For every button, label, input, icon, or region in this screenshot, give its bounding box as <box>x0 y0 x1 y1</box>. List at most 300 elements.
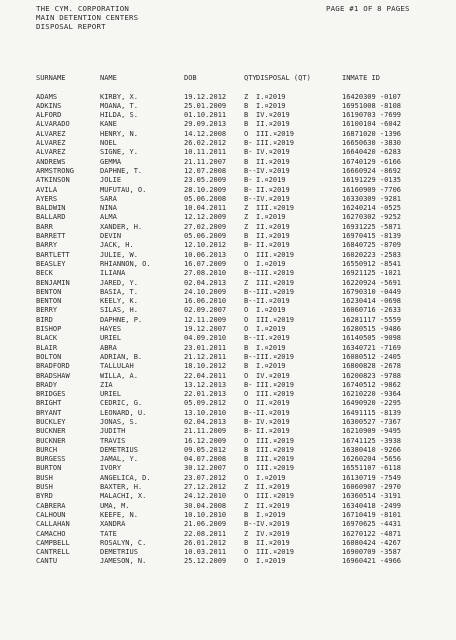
cell-inmate-id: 16740129 -6166 <box>342 157 402 166</box>
cell-qty: Z <box>244 501 249 510</box>
cell-qty: B <box>244 101 249 110</box>
cell-name: XANDER, H. <box>100 222 143 231</box>
cell-disposal: IV.¤2019 <box>256 111 290 120</box>
cell-inmate-id: 16970415 -8139 <box>342 232 402 241</box>
cell-name: UMA, M. <box>100 501 130 510</box>
cell-disposal: IV.¤2019 <box>256 194 290 203</box>
cell-qty: B <box>244 362 249 371</box>
table-row <box>36 427 402 436</box>
table-row <box>36 92 402 102</box>
table-row <box>36 334 402 343</box>
cell-dob: 23.07.2012 <box>184 473 227 482</box>
table-row <box>36 343 402 353</box>
cell-disposal: III.¤2019 <box>256 250 294 259</box>
cell-qty: Z <box>244 204 249 213</box>
cell-inmate-id: 16260204 -5656 <box>342 455 402 464</box>
cell-disposal: II.¤2019 <box>256 408 290 417</box>
cell-name: MOANA, T. <box>100 101 138 110</box>
cell-disposal: I.¤2019 <box>256 92 286 101</box>
cell-inmate-id: 16550912 -8541 <box>342 259 402 268</box>
table-row <box>36 213 402 222</box>
table-row <box>36 111 402 120</box>
cell-surname: CAMACHO <box>36 529 66 538</box>
cell-name: DEVIN <box>100 232 122 241</box>
cell-inmate-id: 16900709 -3587 <box>342 548 402 557</box>
cell-dob: 28.10.2009 <box>184 185 227 194</box>
cell-qty: B-- <box>244 194 257 203</box>
cell-disposal: I.¤2019 <box>256 101 286 110</box>
table-row <box>36 529 402 539</box>
cell-inmate-id: 16840725 -8709 <box>342 241 402 250</box>
cell-disposal: III.¤2019 <box>256 464 294 473</box>
cell-dob: 18.10.2012 <box>184 362 227 371</box>
table-row <box>36 362 402 371</box>
cell-name: KEEFE, N. <box>100 510 138 519</box>
cell-inmate-id: 16210909 -9495 <box>342 427 402 436</box>
cell-dob: 10.06.2013 <box>184 250 227 259</box>
cell-inmate-id: 16270122 -4871 <box>342 529 402 538</box>
cell-disposal: III.¤2019 <box>256 129 294 138</box>
cell-inmate-id: 16060716 -2633 <box>342 306 402 315</box>
cell-dob: 26.01.2012 <box>184 538 227 547</box>
cell-inmate-id: 16790310 -0449 <box>342 287 402 296</box>
cell-disposal: I.¤2019 <box>256 473 286 482</box>
table-row <box>36 325 402 334</box>
cell-qty: B <box>244 120 249 129</box>
table-row <box>36 352 402 362</box>
cell-name: BASIA, T. <box>100 287 138 296</box>
cell-disposal: III.¤2019 <box>256 390 294 399</box>
cell-name: KIRBY, X. <box>100 92 138 101</box>
table-row <box>36 455 402 464</box>
cell-disposal: IV.¤2019 <box>256 148 290 157</box>
cell-inmate-id: 16551107 -6118 <box>342 464 402 473</box>
cell-disposal: II.¤2019 <box>256 399 290 408</box>
cell-disposal: I.¤2019 <box>256 510 286 519</box>
cell-disposal: IV.¤2019 <box>256 520 290 529</box>
cell-surname: BOLTON <box>36 352 62 361</box>
cell-inmate-id: 16490920 -2295 <box>342 399 402 408</box>
report-title: DISPOSAL REPORT <box>36 22 106 31</box>
cell-name: KANE <box>100 120 117 129</box>
cell-inmate-id: 16871020 -1396 <box>342 129 402 138</box>
table-header-row <box>36 74 380 83</box>
cell-inmate-id: 16020223 -2583 <box>342 250 402 259</box>
cell-qty: O <box>244 399 249 408</box>
cell-inmate-id: 16140505 -9098 <box>342 334 402 343</box>
cell-surname: BRADFORD <box>36 362 70 371</box>
cell-surname: ALVAREZ <box>36 139 66 148</box>
cell-qty: B- <box>244 241 253 250</box>
cell-name: ILIANA <box>100 269 126 278</box>
cell-disposal: II.¤2019 <box>256 501 290 510</box>
cell-surname: BUSH <box>36 473 53 482</box>
cell-qty: B- <box>244 148 253 157</box>
cell-name: ROSALYN, C. <box>100 538 147 547</box>
cell-dob: 30.12.2007 <box>184 464 227 473</box>
table-row <box>36 129 402 139</box>
cell-inmate-id: 16281117 -5559 <box>342 315 402 324</box>
table-row <box>36 520 402 529</box>
cell-disposal: III.¤2019 <box>256 287 294 296</box>
cell-disposal: I.¤2019 <box>256 213 286 222</box>
cell-qty: O <box>244 129 249 138</box>
cell-dob: 27.12.2012 <box>184 483 227 492</box>
cell-disposal: III.¤2019 <box>256 445 294 454</box>
cell-qty: O <box>244 436 249 445</box>
table-row <box>36 492 402 501</box>
col-header-qty: QTY <box>244 74 257 82</box>
col-header-inmate-id: INMATE ID <box>342 74 380 82</box>
cell-inmate-id: 16130719 -7549 <box>342 473 402 482</box>
header-spacer <box>36 83 61 92</box>
cell-qty: Z <box>244 92 249 101</box>
cell-disposal: II.¤2019 <box>256 157 290 166</box>
cell-qty: O <box>244 315 249 324</box>
cell-disposal: III.¤2019 <box>256 548 294 557</box>
table-row <box>36 250 402 260</box>
cell-inmate-id: 16060907 -2970 <box>342 483 402 492</box>
cell-dob: 24.10.2009 <box>184 287 227 296</box>
cell-qty: B-- <box>244 352 257 361</box>
cell-qty: O <box>244 492 249 501</box>
table-row <box>36 380 402 390</box>
cell-inmate-id: 16650630 -3830 <box>342 139 402 148</box>
cell-qty: B-- <box>244 166 257 175</box>
cell-surname: BARR <box>36 222 53 231</box>
cell-dob: 01.10.2011 <box>184 111 227 120</box>
cell-name: JAMAL, Y. <box>100 455 138 464</box>
cell-dob: 13.10.2010 <box>184 408 227 417</box>
cell-qty: O <box>244 259 249 268</box>
cell-name: DEMETRIUS <box>100 445 138 454</box>
cell-disposal: II.¤2019 <box>256 538 290 547</box>
cell-surname: BEASLEY <box>36 259 66 268</box>
cell-disposal: I.¤2019 <box>256 557 286 566</box>
cell-surname: ALVAREZ <box>36 148 66 157</box>
cell-name: ZIA <box>100 380 113 389</box>
cell-surname: BARRETT <box>36 232 66 241</box>
cell-dob: 10.03.2011 <box>184 548 227 557</box>
table-row <box>36 557 402 566</box>
cell-dob: 05.06.2009 <box>184 232 227 241</box>
cell-surname: BLACK <box>36 334 58 343</box>
cell-surname: BIRD <box>36 315 53 324</box>
cell-name: JUDITH <box>100 427 126 436</box>
table-row <box>36 185 402 195</box>
cell-qty: O <box>244 371 249 380</box>
cell-qty: B <box>244 538 249 547</box>
cell-dob: 26.02.2012 <box>184 139 227 148</box>
cell-surname: ANDREWS <box>36 157 66 166</box>
cell-dob: 23.01.2011 <box>184 343 227 352</box>
cell-dob: 05.06.2008 <box>184 194 227 203</box>
cell-surname: BRADY <box>36 380 58 389</box>
cell-surname: BYRD <box>36 492 53 501</box>
cell-inmate-id: 16710419 -8101 <box>342 510 402 519</box>
cell-surname: ALVAREZ <box>36 129 66 138</box>
col-header-name: NAME <box>100 74 117 82</box>
cell-qty: Z <box>244 483 249 492</box>
cell-surname: BALLARD <box>36 213 66 222</box>
table-row <box>36 501 402 511</box>
cell-qty: O <box>244 464 249 473</box>
cell-name: SARA <box>100 194 117 203</box>
cell-surname: CABRERA <box>36 501 66 510</box>
cell-name: GEMMA <box>100 157 122 166</box>
cell-qty: O <box>244 325 249 334</box>
cell-qty: O <box>244 557 249 566</box>
cell-qty: B <box>244 111 249 120</box>
cell-disposal: I.¤2019 <box>256 306 286 315</box>
cell-inmate-id: 16330309 -9281 <box>342 194 402 203</box>
cell-inmate-id: 16100104 -6042 <box>342 120 402 129</box>
table-row <box>36 473 402 483</box>
table-row <box>36 166 402 176</box>
cell-qty: O <box>244 306 249 315</box>
cell-disposal: II.¤2019 <box>256 334 290 343</box>
cell-surname: CANTU <box>36 557 58 566</box>
cell-qty: B-- <box>244 297 257 306</box>
cell-disposal: I.¤2019 <box>256 362 286 371</box>
cell-name: ALMA <box>100 213 117 222</box>
table-row <box>36 510 402 520</box>
cell-name: ANGELICA, D. <box>100 473 151 482</box>
cell-qty: Z <box>244 222 249 231</box>
cell-disposal: III.¤2019 <box>256 139 294 148</box>
table-row <box>36 204 402 213</box>
cell-inmate-id: 16300527 -7367 <box>342 417 402 426</box>
cell-surname: BURCH <box>36 445 58 454</box>
cell-inmate-id: 16191229 -0135 <box>342 176 402 185</box>
cell-dob: 16.07.2009 <box>184 259 227 268</box>
cell-inmate-id: 16931225 -5871 <box>342 222 402 231</box>
cell-surname: BUCKNER <box>36 436 66 445</box>
cell-inmate-id: 16080424 -4267 <box>342 538 402 547</box>
cell-name: WILLA, A. <box>100 371 138 380</box>
cell-inmate-id: 16080512 -2405 <box>342 352 402 361</box>
cell-disposal: II.¤2019 <box>256 185 290 194</box>
cell-name: ADRIAN, B. <box>100 352 143 361</box>
table-row <box>36 241 402 250</box>
table-row <box>36 176 402 185</box>
page-number: PAGE #1 OF 8 PAGES <box>326 4 410 13</box>
company-name: THE CYM. CORPORATION <box>36 4 129 13</box>
cell-qty: O <box>244 473 249 482</box>
table-row <box>36 287 402 297</box>
cell-dob: 22.08.2011 <box>184 529 227 538</box>
cell-dob: 24.12.2010 <box>184 492 227 501</box>
cell-disposal: IV.¤2019 <box>256 529 290 538</box>
table-row <box>36 548 402 557</box>
cell-name: NINA <box>100 204 117 213</box>
cell-dob: 05.09.2012 <box>184 399 227 408</box>
cell-qty: B <box>244 232 249 241</box>
cell-surname: BECK <box>36 269 53 278</box>
cell-qty: B <box>244 157 249 166</box>
table-row <box>36 399 402 408</box>
table-row <box>36 371 402 381</box>
cell-inmate-id: 16660924 -8692 <box>342 166 402 175</box>
cell-name: HILDA, S. <box>100 111 138 120</box>
cell-inmate-id: 16741125 -3938 <box>342 436 402 445</box>
cell-name: JOLIE <box>100 176 122 185</box>
cell-dob: 19.12.2012 <box>184 92 227 101</box>
cell-dob: 04.09.2010 <box>184 334 227 343</box>
cell-surname: BRYANT <box>36 408 62 417</box>
cell-qty: B- <box>244 185 253 194</box>
cell-surname: CALLAHAN <box>36 520 70 529</box>
cell-name: SILAS, H. <box>100 306 138 315</box>
cell-surname: BRIGHT <box>36 399 62 408</box>
table-row <box>36 297 402 306</box>
cell-dob: 16.12.2009 <box>184 436 227 445</box>
cell-qty: B- <box>244 427 253 436</box>
table-row <box>36 445 402 455</box>
cell-qty: Z <box>244 213 249 222</box>
cell-disposal: IV.¤2019 <box>256 166 290 175</box>
table-row <box>36 148 402 157</box>
cell-inmate-id: 16200823 -9788 <box>342 371 402 380</box>
cell-qty: O <box>244 390 249 399</box>
cell-disposal: III.¤2019 <box>256 436 294 445</box>
cell-dob: 10.04.2011 <box>184 204 227 213</box>
cell-dob: 12.07.2008 <box>184 166 227 175</box>
cell-inmate-id: 16340721 -7169 <box>342 343 402 352</box>
cell-disposal: IV.¤2019 <box>256 371 290 380</box>
cell-name: BAXTER, H. <box>100 483 143 492</box>
col-header-disposal: DISPOSAL (QT) <box>256 74 311 82</box>
cell-disposal: I.¤2019 <box>256 343 286 352</box>
cell-dob: 27.08.2010 <box>184 269 227 278</box>
cell-dob: 02.04.2013 <box>184 417 227 426</box>
cell-dob: 10.11.2011 <box>184 148 227 157</box>
cell-qty: O <box>244 250 249 259</box>
cell-name: URIEL <box>100 390 122 399</box>
col-header-dob: DOB <box>184 74 197 82</box>
cell-qty: B-- <box>244 334 257 343</box>
cell-disposal: I.¤2019 <box>256 176 286 185</box>
cell-dob: 02.09.2007 <box>184 306 227 315</box>
cell-name: JONAS, S. <box>100 417 138 426</box>
cell-inmate-id: 16970625 -4431 <box>342 520 402 529</box>
cell-disposal: II.¤2019 <box>256 483 290 492</box>
cell-inmate-id: 16960421 -4966 <box>342 557 402 566</box>
table-row <box>36 278 402 288</box>
cell-dob: 19.12.2007 <box>184 325 227 334</box>
table-row <box>36 222 402 232</box>
cell-surname: BURGESS <box>36 455 66 464</box>
cell-dob: 12.11.2009 <box>184 315 227 324</box>
cell-dob: 14.12.2008 <box>184 129 227 138</box>
cell-name: LEONARD, U. <box>100 408 147 417</box>
cell-dob: 23.05.2009 <box>184 176 227 185</box>
cell-dob: 30.04.2008 <box>184 501 227 510</box>
cell-inmate-id: 16270302 -9252 <box>342 213 402 222</box>
cell-qty: B <box>244 445 249 454</box>
cell-surname: BARTLETT <box>36 250 70 259</box>
cell-dob: 21.11.2009 <box>184 427 227 436</box>
cell-inmate-id: 16951008 -8108 <box>342 101 402 110</box>
cell-disposal: II.¤2019 <box>256 222 290 231</box>
cell-name: KEELY, K. <box>100 297 138 306</box>
cell-surname: BARRY <box>36 241 58 250</box>
cell-name: HAYES <box>100 325 122 334</box>
cell-dob: 21.12.2011 <box>184 352 227 361</box>
cell-surname: BISHOP <box>36 325 62 334</box>
cell-qty: B- <box>244 417 253 426</box>
cell-qty: B-- <box>244 520 257 529</box>
cell-qty: B- <box>244 176 253 185</box>
cell-surname: CANTRELL <box>36 548 70 557</box>
cell-surname: BRADSHAW <box>36 371 70 380</box>
cell-dob: 25.12.2009 <box>184 557 227 566</box>
cell-name: CEDRIC, G. <box>100 399 143 408</box>
cell-qty: Z <box>244 529 249 538</box>
cell-name: SIGNE, Y. <box>100 148 138 157</box>
cell-qty: B-- <box>244 269 257 278</box>
cell-disposal: III.¤2019 <box>256 492 294 501</box>
cell-qty: B <box>244 510 249 519</box>
cell-name: RHIANNON, O. <box>100 259 151 268</box>
cell-inmate-id: 16240214 -0525 <box>342 204 402 213</box>
cell-surname: AYERS <box>36 194 58 203</box>
cell-disposal: III.¤2019 <box>256 380 294 389</box>
cell-inmate-id: 16340418 -2499 <box>342 501 402 510</box>
cell-surname: AVILA <box>36 185 58 194</box>
cell-dob: 22.04.2011 <box>184 371 227 380</box>
cell-dob: 16.06.2010 <box>184 297 227 306</box>
col-header-surname: SURNAME <box>36 74 66 82</box>
cell-inmate-id: 16491115 -8139 <box>342 408 402 417</box>
cell-qty: B-- <box>244 287 257 296</box>
cell-name: TRAVIS <box>100 436 126 445</box>
cell-surname: BLAIR <box>36 343 58 352</box>
cell-dob: 22.01.2013 <box>184 390 227 399</box>
table-row <box>36 483 402 492</box>
department-name: MAIN DETENTION CENTERS <box>36 13 139 22</box>
cell-inmate-id: 16220924 -5691 <box>342 278 402 287</box>
cell-inmate-id: 16190703 -7699 <box>342 111 402 120</box>
cell-name: DAPHNE, P. <box>100 315 143 324</box>
table-row <box>36 464 402 473</box>
cell-name: JAMESON, N. <box>100 557 147 566</box>
cell-surname: CAMPBELL <box>36 538 70 547</box>
cell-inmate-id: 16360514 -3191 <box>342 492 402 501</box>
cell-qty: B <box>244 455 249 464</box>
cell-inmate-id: 16230414 -0698 <box>342 297 402 306</box>
cell-name: DEMETRIUS <box>100 548 138 557</box>
table-row <box>36 120 402 129</box>
cell-name: JULIE, W. <box>100 250 138 259</box>
cell-inmate-id: 16420309 -0107 <box>342 92 402 101</box>
cell-disposal: II.¤2019 <box>256 427 290 436</box>
cell-disposal: I.¤2019 <box>256 325 286 334</box>
cell-surname: ADAMS <box>36 92 58 101</box>
cell-surname: BURTON <box>36 464 62 473</box>
cell-disposal: III.¤2019 <box>256 278 294 287</box>
cell-surname: BUSH <box>36 483 53 492</box>
table-row <box>36 408 402 418</box>
table-row <box>36 157 402 167</box>
cell-disposal: III.¤2019 <box>256 204 294 213</box>
cell-dob: 04.07.2008 <box>184 455 227 464</box>
cell-disposal: I.¤2019 <box>256 259 286 268</box>
cell-dob: 10.10.2010 <box>184 510 227 519</box>
cell-disposal: II.¤2019 <box>256 297 290 306</box>
cell-qty: B-- <box>244 408 257 417</box>
cell-dob: 27.02.2009 <box>184 222 227 231</box>
